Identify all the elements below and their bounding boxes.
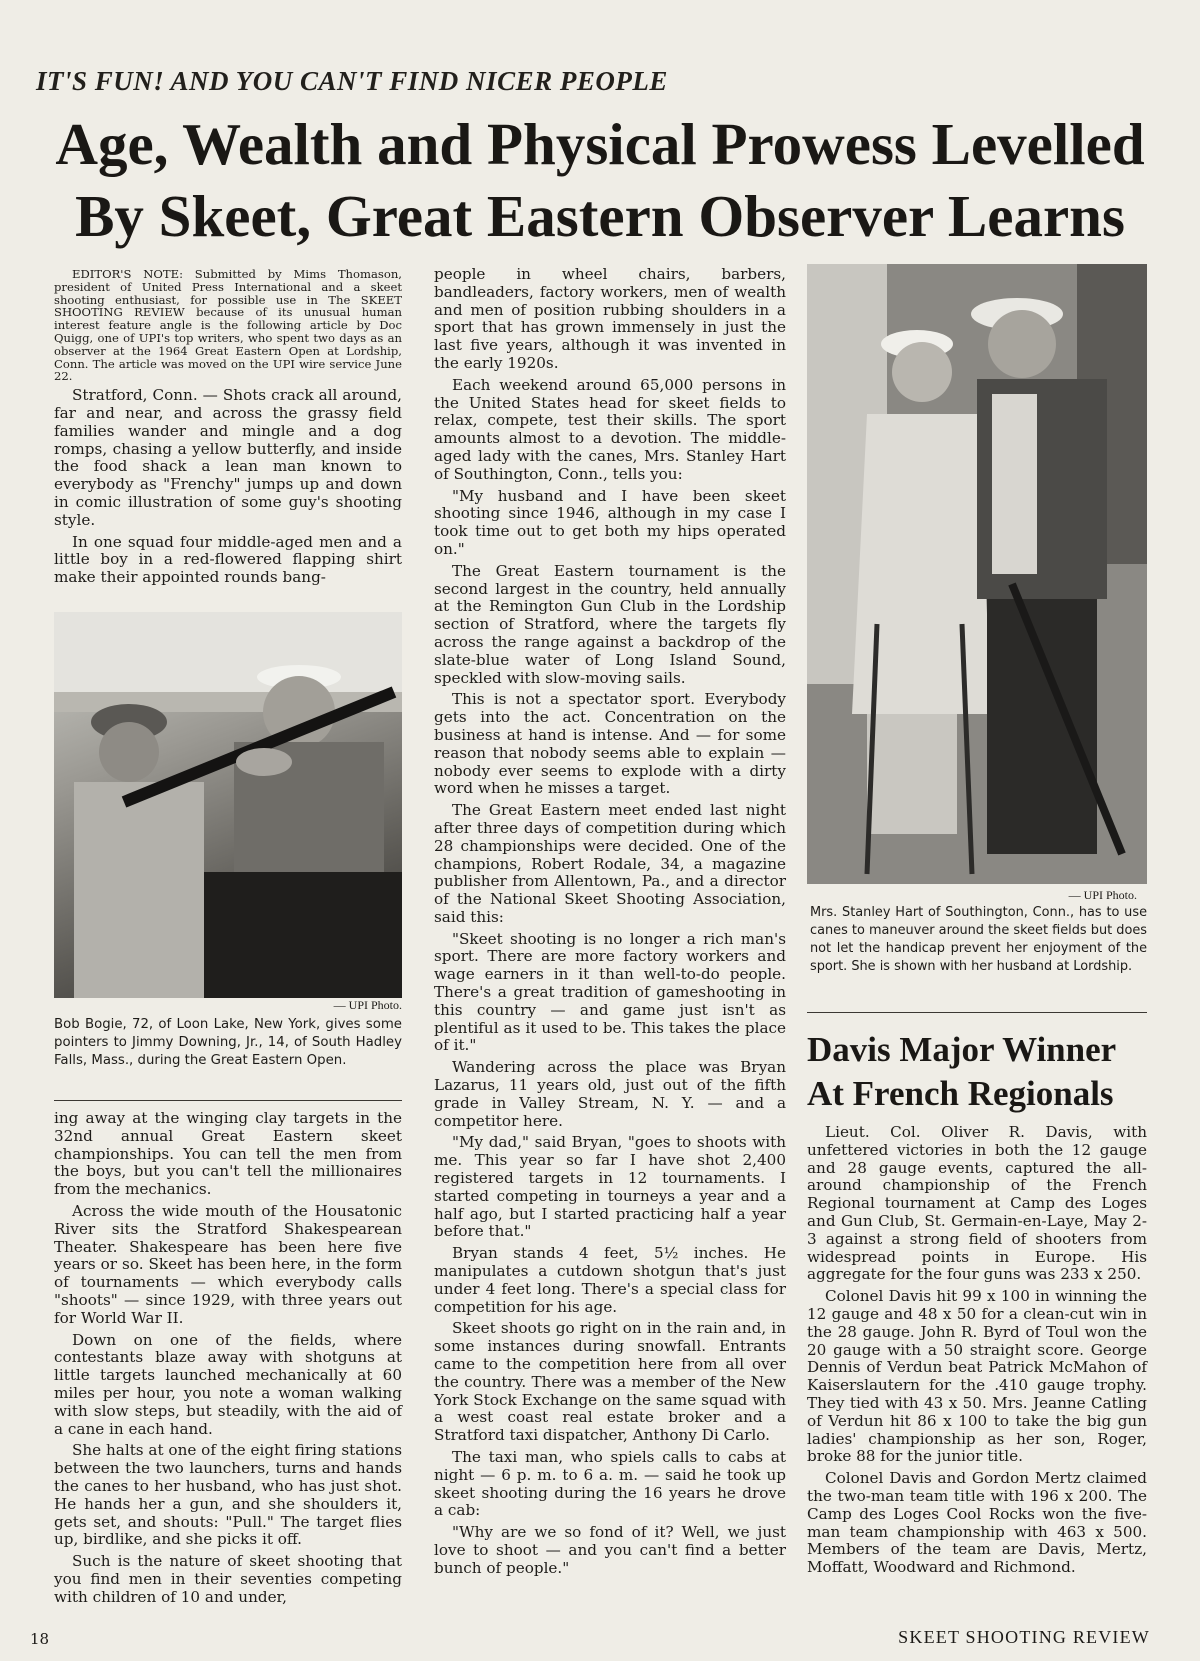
paragraph: In one squad four middle-aged men and a little boy in a red-flowered flapping shirt make their appointed rounds bang- [54,532,402,587]
paragraph: Each weekend around 65,000 persons in the United States head for skeet fields to relax, compete, test their skills. The sport amounts almost to a devotion. The middle-aged lady with the canes, Mrs. Stanley Hart of Southington, Conn., tells you: [434,375,786,483]
paragraph: "My dad," said Bryan, "goes to shoots with me. This year so far I have shot 2,400 registered targets in 12 tournaments. I started competing in tourneys a year and a half ago, but I started practicing half a year before that." [434,1133,786,1241]
photo-2-caption: Mrs. Stanley Hart of Southington, Conn., has to use canes to maneuver around the skeet fields but does not let the handicap prevent her enjoyment of the sport. She is shown with her husband at Lordship. [810,905,1147,974]
paragraph: "Skeet shooting is no longer a rich man's sport. There are more factory workers and wage earners in it than well-to-do people. There's a great tradition of gameshooting in this country — and game just isn't as plentiful as it used to be. This takes the place of it." [434,929,786,1055]
sidebar-title-line-1: Davis Major Winner [807,1030,1117,1069]
paragraph: Skeet shoots go right on in the rain and, in some instances during snowfall. Entrants came to the competition here from all over the country. There was a member of the New York Stock Exchange on the same squad with a west coast real estate broker and a Stratford taxi dispatcher, Anthony Di Carlo. [434,1319,786,1445]
page-number: 18 [30,1630,50,1648]
paragraph: Such is the nature of skeet shooting that you find men in their seventies competing with children of 10 and under, [54,1552,402,1606]
paragraph: This is not a spectator sport. Everybody gets into the act. Concentration on the business at hand is intense. And — for some reason that nobody seems able to explain — nobody ever seems to explode with a dirty word when he misses a target. [434,690,786,798]
column-2 [434,266,786,1582]
paragraph: people in wheel chairs, barbers, bandleaders, factory workers, men of wealth and men of position rubbing shoulders in a sport that has grown immensely in just the last five years, although it was invented in the early 1920s. [434,265,786,372]
paragraph: Wandering across the place was Bryan Lazarus, 11 years old, just out of the fifth grade in Valley Stream, N. Y. — and a competitor here. [434,1058,786,1130]
paragraph: Lieut. Col. Oliver R. Davis, with unfettered victories in both the 12 gauge and 28 gauge events, captured the all-around championship of the French Regional tournament at Camp des Loges and Gun Club, St. Germain-en-Laye, May 2-3 against a strong field of shooters from widespread points in Europe. His aggregate for the four guns was 233 x 250. [807,1123,1147,1284]
sidebar-body [807,1124,1147,1581]
photo-2-credit: — UPI Photo. [1068,888,1137,902]
paragraph: "Why are we so fond of it? Well, we just love to shoot — and you can't find a better bunch of people." [434,1523,786,1577]
paragraph: The Great Eastern tournament is the second largest in the country, held annually at the Remington Gun Club in the Lordship section of Stratford, where the targets fly across the range against a backdrop of the slate-blue water of Long Island Sound, speckled with slow-moving sails. [434,561,786,687]
paragraph: The Great Eastern meet ended last night after three days of competition during which 28 championships were decided. One of the champions, Robert Rodale, 34, a magazine publisher from Allentown, Pa., and a director of the National Skeet Shooting Association, said this: [434,801,786,926]
headline-line-2: By Skeet, Great Eastern Observer Learns [75,183,1125,249]
paragraph: Colonel Davis and Gordon Mertz claimed the two-man team title with 196 x 200. The Camp des Loges Cool Rocks won the five-man team championship with 463 x 500. Members of the team are Davis, Mertz, Moffatt, Woodward and Richmond. [807,1469,1147,1577]
divider [54,1100,402,1101]
paragraph: Stratford, Conn. — Shots crack all around, far and near, and across the grassy field families wander and mingle and a dog romps, chasing a yellow butterfly, and inside the food shack a lean man known to everybody as "Frenchy" jumps up and down in comic illustration of some guy's shooting style. [54,386,402,529]
paragraph: She halts at one of the eight firing stations between the two launchers, turns and hands the canes to her husband, who has just shot. He hands her a gun, and she shoulders it, gets set, and shouts: "Pull." The target flies up, birdlike, and she picks it off. [54,1441,402,1549]
paragraph: Colonel Davis hit 99 x 100 in winning the 12 gauge and 48 x 50 for a clean-cut win in the 28 gauge. John R. Byrd of Toul won the 20 gauge with a 50 straight score. George Dennis of Verdun beat Patrick McMahon of Kaiserslautern for the .410 gauge trophy. They tied with 43 x 50. Mrs. Jeanne Catling of Verdun hit 86 x 100 to take the big gun ladies' championship as her son, Roger, broke 88 for the junior title. [807,1287,1147,1466]
sidebar-title-line-2: At French Regionals [807,1074,1114,1113]
paragraph: ing away at the winging clay targets in the 32nd annual Great Eastern skeet championships. You can tell the men from the boys, but you can't tell the millionaires from the mechanics. [54,1109,402,1199]
headline-line-1: Age, Wealth and Physical Prowess Levelled [55,111,1145,177]
paragraph: Bryan stands 4 feet, 5½ inches. He manipulates a cutdown shotgun that's just under 4 feet long. There's a special class for competition for his age. [434,1244,786,1316]
headline [0,108,1200,252]
column-1-bottom [54,1110,402,1611]
editors-note: EDITOR'S NOTE: Submitted by Mims Thomason, president of United Press International and a skeet shooting enthusiast, for possible use in The SKEET SHOOTING REVIEW because of its unusual human interest feature angle is the following article by Doc Quigg, one of UPI's top writers, who spent two days as an observer at the 1964 Great Eastern Open at Lordship, Conn. The article was moved on the UPI wire service June 22. [54,267,402,384]
photo-man-teaching-boy [54,612,402,998]
paragraph: The taxi man, who spiels calls to cabs at night — 6 p. m. to 6 a. m. — said he took up skeet shooting during the 16 years he drove a cab: [434,1448,786,1520]
photo-1-credit: — UPI Photo. [333,998,402,1012]
paragraph: "My husband and I have been skeet shooting since 1946, although in my case I took time out to get both my hips operated on." [434,486,786,558]
paragraph: Down on one of the fields, where contestants blaze away with shotguns at little targets launched mechanically at 60 miles per hour, you note a woman walking with slow steps, but steadily, with the aid of a cane in each hand. [54,1330,402,1438]
photo-1-caption: Bob Bogie, 72, of Loon Lake, New York, gives some pointers to Jimmy Downing, Jr., 14, of South Hadley Falls, Mass., during the Great Eastern Open. [54,1017,402,1068]
kicker: IT'S FUN! AND YOU CAN'T FIND NICER PEOPLE [36,66,668,96]
magazine-name: SKEET SHOOTING REVIEW [898,1627,1150,1647]
paragraph: Across the wide mouth of the Housatonic River sits the Stratford Shakespearean Theater. Shakespeare has been here five years or so. Skeet has been here, in the form of tournaments — which everybody calls "shoots" — since 1929, with three years out for World War II. [54,1201,402,1327]
column-1-top [54,268,402,591]
divider [807,1012,1147,1013]
photo-mr-and-mrs-hart [807,264,1147,884]
sidebar-title [807,1028,1147,1116]
